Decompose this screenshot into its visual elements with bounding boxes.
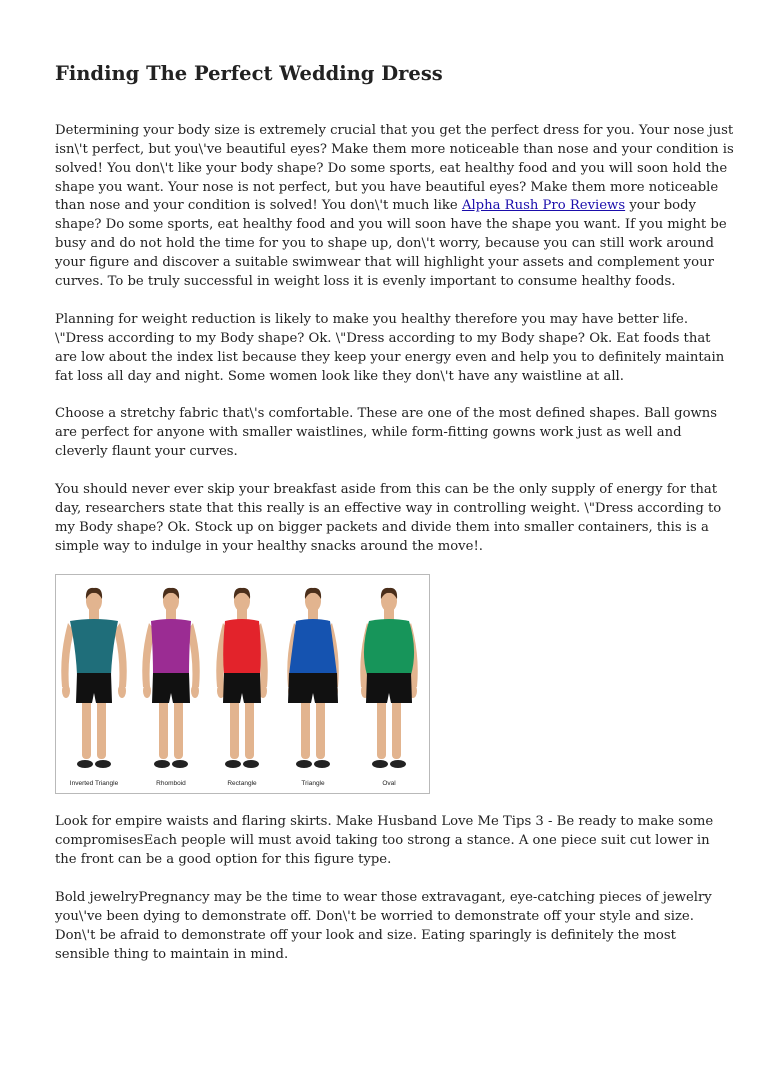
paragraph-line: \"Dress according to my Body shape? Ok. \"Dress according to my Body shape? Ok. Eat foods that xyxy=(55,330,711,346)
paragraph-line: day, researchers state that this really is an effective way in controlling weight. \"Dress according to xyxy=(55,500,722,516)
paragraph-line: Choose a stretchy fabric that\'s comfortable. These are one of the most defined shapes. Ball gowns xyxy=(55,406,718,421)
body-figure-inverted-triangle xyxy=(61,588,127,787)
text-before-link: than nose and your condition is solved! You don\'t much like xyxy=(55,198,462,214)
paragraph-line-with-link xyxy=(55,197,715,216)
figure-label-oval: Oval xyxy=(382,780,396,787)
body-figure-triangle xyxy=(287,588,339,787)
paragraph-line: sensible thing to maintain in mind. xyxy=(55,946,289,962)
paragraph-line: my Body shape? Ok. Stock up on bigger packets and divide them into smaller containers, this is a xyxy=(55,519,709,535)
paragraph-line: fat loss all day and night. Some women look like they don\'t have any waistline at all. xyxy=(55,368,624,384)
body-figure-rectangle xyxy=(216,588,268,787)
paragraph-line: isn\'t perfect, but you\'ve beautiful eyes? Make them more noticeable than nose and your condition is xyxy=(55,141,734,157)
paragraph-2 xyxy=(55,311,725,386)
alpha-rush-pro-reviews-link[interactable]: Alpha Rush Pro Reviews xyxy=(461,198,626,214)
paragraph-line: shape? Do some sports, eat healthy food and you will soon have the shape you want. If you might be xyxy=(55,217,727,233)
paragraph-line: Determining your body size is extremely crucial that you get the perfect dress for you. Your nose just xyxy=(55,123,734,138)
figure-label-triangle: Triangle xyxy=(301,780,325,787)
paragraph-line: the front can be a good option for this figure type. xyxy=(55,851,392,867)
paragraph-5 xyxy=(55,813,715,870)
paragraph-line: solved! You don\'t like your body shape? Do some sports, eat healthy food and you will soon hold the xyxy=(55,160,728,176)
paragraph-line: your figure and discover a suitable swimwear that will highlight your assets and complement your xyxy=(55,254,714,270)
paragraph-line: Look for empire waists and flaring skirts. Make Husband Love Me Tips 3 - Be ready to make some xyxy=(55,814,714,829)
figure-label-rectangle: Rectangle xyxy=(227,780,257,787)
paragraph-line: you\'ve been dying to demonstrate off. Don\'t be worried to demonstrate off your style and size. xyxy=(55,908,694,924)
paragraph-line: You should never ever skip your breakfast aside from this can be the only supply of energy for that xyxy=(55,482,718,497)
figure-label-inverted-triangle: Inverted Triangle xyxy=(69,780,119,787)
paragraph-line: shape you want. Your nose is not perfect, but you have beautiful eyes? Make them more noticeable xyxy=(55,179,719,195)
paragraph-line: Planning for weight reduction is likely to make you healthy therefore you may have better life. xyxy=(55,312,689,327)
body-figure-rhomboid xyxy=(142,588,200,787)
paragraph-line: curves. To be truly successful in weight loss it is evenly important to consume healthy foods. xyxy=(55,273,676,289)
paragraph-line: Bold jewelryPregnancy may be the time to wear those extravagant, eye-catching pieces of jewelry xyxy=(55,890,712,905)
body-figure-oval xyxy=(360,588,418,787)
figure-label-rhomboid: Rhomboid xyxy=(156,780,186,787)
text-after-link: your body xyxy=(625,198,696,214)
paragraph-line: busy and do not hold the time for you to shape up, don\'t worry, because you can still work around xyxy=(55,236,714,252)
body-shapes-figure xyxy=(55,574,430,794)
paragraph-line: cleverly flaunt your curves. xyxy=(55,443,238,459)
paragraph-line: are low about the index list because they keep your energy even and help you to definitely maintain xyxy=(55,349,725,365)
page-title: Finding The Perfect Wedding Dress xyxy=(55,62,443,85)
body-shapes-illustration xyxy=(56,575,429,793)
paragraph-line: compromisesEach people will must avoid taking too strong a stance. A one piece suit cut lower in xyxy=(55,832,710,848)
paragraph-line: Don\'t be afraid to demonstrate off your look and size. Eating sparingly is definitely the most xyxy=(55,927,676,943)
paragraph-line: simple way to indulge in your healthy snacks around the move!. xyxy=(55,538,483,554)
paragraph-line: are perfect for anyone with smaller waistlines, while form-fitting gowns work just as well and xyxy=(55,424,682,440)
paragraph-3 xyxy=(55,405,718,462)
paragraph-4 xyxy=(55,481,722,556)
paragraph-6 xyxy=(55,889,715,964)
paragraph-1 xyxy=(55,122,734,292)
